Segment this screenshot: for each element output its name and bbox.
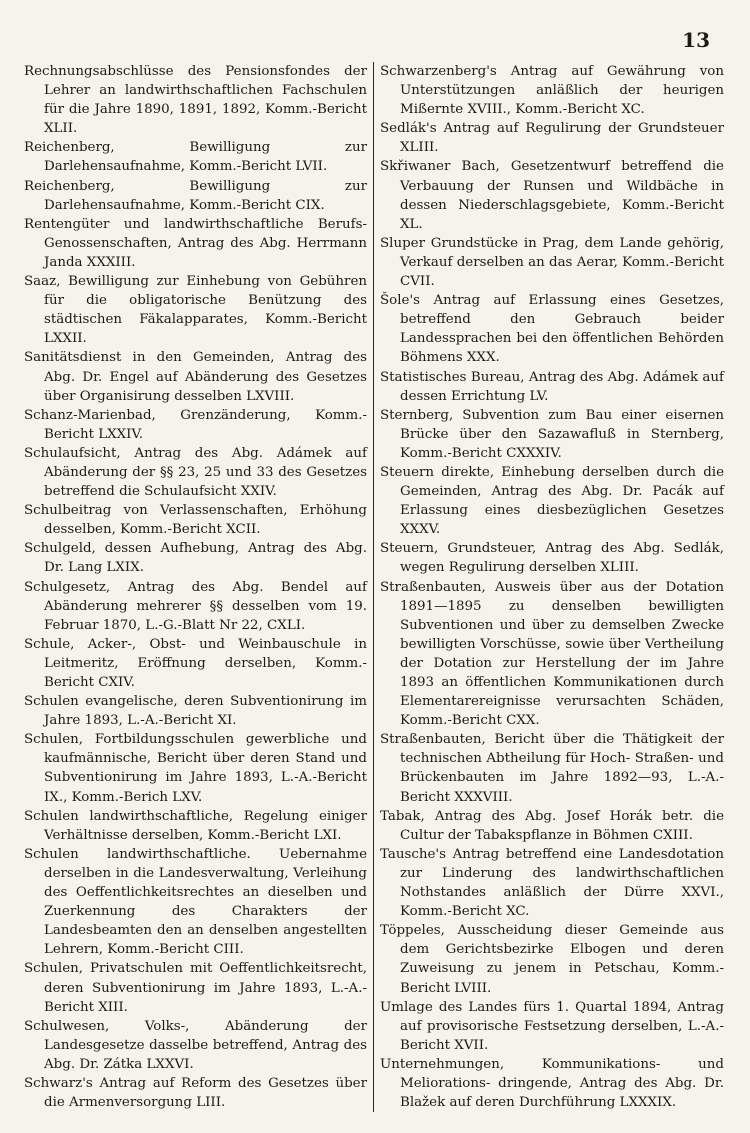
index-entry: Unternehmungen, Kommunikations- und Meliorations- dringende, Antrag des Abg. Dr. Blažek auf deren Durchführung LXXXIX.	[380, 1056, 724, 1111]
index-entry: Tausche's Antrag betreffend eine Landesdotation zur Linderung des landwirthschaftlichen Nothstandes anläßlich der Dürre XXVI., Komm.-Bericht XC.	[380, 846, 724, 920]
index-entry: Steuern, Grundsteuer, Antrag des Abg. Sedlák, wegen Regulirung derselben XLIII.	[380, 541, 724, 576]
index-entry: Schulen evangelische, deren Subventionirung im Jahre 1893, L.-A.-Bericht XI.	[24, 694, 367, 729]
index-entry: Schule, Acker-, Obst- und Weinbauschule in Leitmeritz, Eröffnung derselben, Komm.-Bericht CXIV.	[24, 636, 367, 690]
index-entry: Sanitätsdienst in den Gemeinden, Antrag des Abg. Dr. Engel auf Abänderung des Gesetzes über Organisirung desselben LXVIII.	[24, 350, 367, 404]
index-entry: Straßenbauten, Ausweis über aus der Dotation 1891—1895 zu denselben bewilligten Subventionen und über zu demselben Zwecke bewilligten Vorschüsse, sowie über Vertheilung der Dotation zur Herstellung der im Jahre 1893 an öffentlichen Kommunikationen durch Elementarereignisse verursachten Schäden, Komm.-Bericht CXX.	[380, 579, 724, 729]
index-entry: Skřiwaner Bach, Gesetzentwurf betreffend die Verbauung der Runsen und Wildbäche in dessen Niederschlagsgebiete, Komm.-Bericht XL.	[380, 159, 724, 232]
index-entry: Töppeles, Ausscheidung dieser Gemeinde aus dem Gerichtsbezirke Elbogen und deren Zuweisung zu jenem in Petschau, Komm.-Bericht LVIII.	[380, 923, 724, 996]
index-columns	[18, 62, 730, 1112]
index-entry: Rechnungsabschlüsse des Pensionsfondes der Lehrer an landwirthschaftlichen Fachschulen für die Jahre 1890, 1891, 1892, Komm.-Bericht XLII.	[24, 64, 367, 137]
index-entry: Umlage des Landes fürs 1. Quartal 1894, Antrag auf provisorische Festsetzung derselben, L.-A.-Bericht XVII.	[380, 999, 724, 1053]
index-entry: Straßenbauten, Bericht über die Thätigkeit der technischen Abtheilung für Hoch- Straßen- und Brückenbauten im Jahre 1892—93, L.-A.-Bericht XXXVIII.	[380, 732, 724, 805]
index-entry: Šole's Antrag auf Erlassung eines Gesetzes, betreffend den Gebrauch beider Landessprachen bei den öffentlichen Behörden Böhmens XXX.	[380, 293, 724, 366]
page-number: 13	[682, 28, 710, 52]
index-entry: Sternberg, Subvention zum Bau einer eisernen Brücke über den Sazawafluß in Sternberg, Komm.-Bericht CXXXIV.	[380, 407, 724, 461]
index-entry: Schulen landwirthschaftliche. Uebernahme derselben in die Landesverwaltung, Verleihung des Oeffentlichkeitsrechtes an dieselben und Zuerkennung des Charakters der Landesbeamten den an denselben angestellten Lehrern, Komm.-Bericht CIII.	[24, 846, 367, 958]
index-entry: Sedlák's Antrag auf Regulirung der Grundsteuer XLIII.	[380, 121, 724, 156]
index-entry: Schulbeitrag von Verlassenschaften, Erhöhung desselben, Komm.-Bericht XCII.	[24, 503, 367, 538]
index-entry: Steuern direkte, Einhebung derselben durch die Gemeinden, Antrag des Abg. Dr. Pacák auf Erlassung eines diesbezüglichen Gesetzes XXXV.	[380, 464, 724, 538]
index-entry: Schulen, Fortbildungsschulen gewerbliche und kaufmännische, Bericht über deren Stand und Subventionirung im Jahre 1893, L.-A.-Bericht IX., Komm.-Berich LXV.	[24, 732, 367, 805]
index-entry: Rentengüter und landwirthschaftliche Berufs-Genossenschaften, Antrag des Abg. Herrmann Janda XXXIII.	[24, 216, 367, 270]
index-entry: Reichenberg, Bewilligung zur Darlehensaufnahme, Komm.-Bericht CIX.	[24, 178, 367, 213]
index-entry: Tabak, Antrag des Abg. Josef Horák betr. die Cultur der Tabakspflanze in Böhmen CXIII.	[380, 808, 724, 843]
index-entry: Reichenberg, Bewilligung zur Darlehensaufnahme, Komm.-Bericht LVII.	[24, 140, 367, 175]
index-entry: Sluper Grundstücke in Prag, dem Lande gehörig, Verkauf derselben an das Aerar, Komm.-Bericht CVII.	[380, 235, 724, 290]
index-entry: Schulwesen, Volks-, Abänderung der Landesgesetze dasselbe betreffend, Antrag des Abg. Dr. Zátka LXXVI.	[24, 1018, 367, 1072]
index-entry: Schulen, Privatschulen mit Oeffentlichkeitsrecht, deren Subventionirung im Jahre 1893, L.-A.-Bericht XIII.	[24, 961, 367, 1015]
left-column	[18, 62, 374, 1112]
index-entry: Statistisches Bureau, Antrag des Abg. Adámek auf dessen Errichtung LV.	[380, 369, 724, 404]
index-entry: Schwarz's Antrag auf Reform des Gesetzes über die Armenversorgung LIII.	[24, 1075, 367, 1111]
index-entry: Schulgeld, dessen Aufhebung, Antrag des Abg. Dr. Lang LXIX.	[24, 541, 367, 576]
index-entry: Schulen landwirthschaftliche, Regelung einiger Verhältnisse derselben, Komm.-Bericht LXI.	[24, 808, 367, 843]
index-entry: Schwarzenberg's Antrag auf Gewährung von Unterstützungen anläßlich der heurigen Mißernte XVIII., Komm.-Bericht XC.	[380, 64, 724, 118]
index-entry: Schulaufsicht, Antrag des Abg. Adámek auf Abänderung der §§ 23, 25 und 33 des Gesetzes betreffend die Schulaufsicht XXIV.	[24, 445, 367, 500]
index-entry: Schulgesetz, Antrag des Abg. Bendel auf Abänderung mehrerer §§ desselben vom 19. Februar 1870, L.-G.-Blatt Nr 22, CXLI.	[24, 579, 367, 633]
index-entry: Schanz-Marienbad, Grenzänderung, Komm.-Bericht LXXIV.	[24, 407, 367, 442]
right-column	[374, 62, 730, 1112]
index-entry: Saaz, Bewilligung zur Einhebung von Gebühren für die obligatorische Benützung des städtischen Fäkalapparates, Komm.-Bericht LXXII.	[24, 274, 367, 347]
